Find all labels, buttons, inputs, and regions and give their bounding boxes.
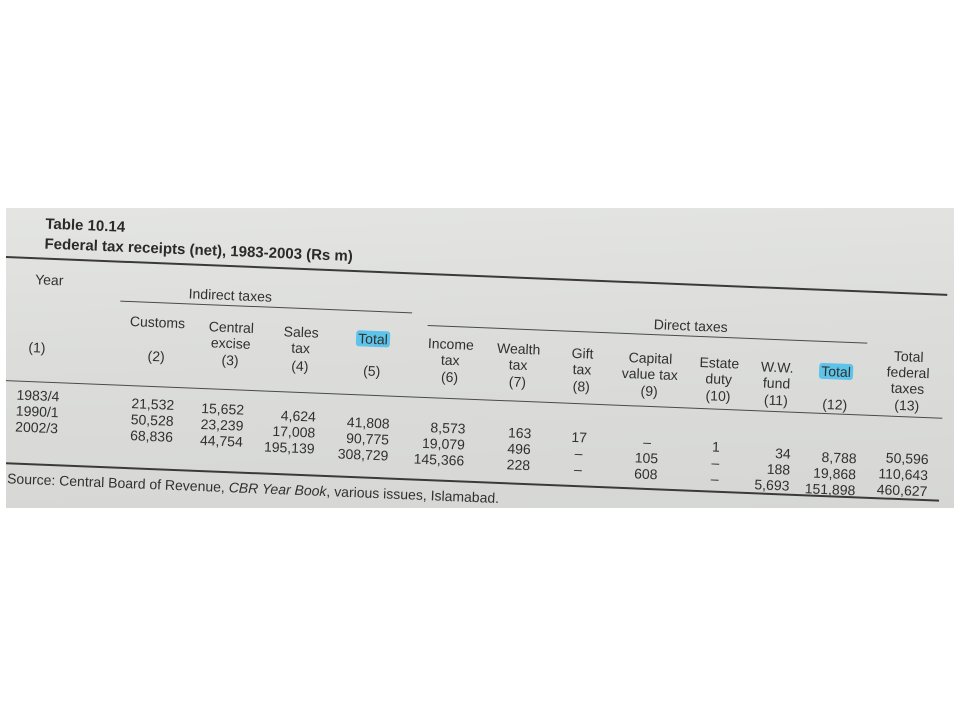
source-note xyxy=(7,470,500,506)
col-num-3: (3) xyxy=(221,351,239,369)
col-ww-label1: W.W. xyxy=(760,358,794,376)
table-cell: 34 xyxy=(774,445,792,462)
table-number: Table 10.14 xyxy=(45,215,126,236)
col-num-10: (10) xyxy=(705,387,731,405)
highlight-total-indirect: Total xyxy=(357,330,389,348)
table-cell: 496 xyxy=(507,440,532,458)
table-sheet xyxy=(6,208,953,508)
col-wealth-label1: Wealth xyxy=(496,339,541,358)
table-cell: 163 xyxy=(507,424,532,442)
table-cell: – xyxy=(642,433,652,451)
col-capital-label1: Capital xyxy=(628,349,673,367)
table-cell: 19,868 xyxy=(812,464,857,483)
table-cell: 151,898 xyxy=(804,480,856,499)
table-cell: 19,079 xyxy=(421,434,466,453)
source-italic: CBR Year Book xyxy=(228,479,327,500)
col-federal-label2: federal xyxy=(886,363,930,382)
col-estate-label1: Estate xyxy=(699,353,740,372)
table-cell: 228 xyxy=(506,456,531,474)
table-cell: 308,729 xyxy=(337,445,389,464)
top-rule xyxy=(6,256,947,295)
col-capital-label2: value tax xyxy=(621,364,679,384)
table-cell: – xyxy=(574,445,583,462)
col-central-label2: excise xyxy=(210,334,251,352)
col-num-5: (5) xyxy=(362,362,381,380)
col-central-label1: Central xyxy=(208,318,255,337)
table-cell: 50,596 xyxy=(885,449,929,468)
col-direct-total-label xyxy=(808,362,865,380)
col-ww-label2: fund xyxy=(762,374,791,392)
col-num-4: (4) xyxy=(291,357,309,375)
col-num-8: (8) xyxy=(572,377,591,395)
table-cell: 110,643 xyxy=(878,465,929,484)
table-cell: – xyxy=(711,454,720,471)
table-cell: 44,754 xyxy=(199,431,244,450)
col-federal-label3: taxes xyxy=(890,379,925,397)
indirect-taxes-header: Indirect taxes xyxy=(188,285,273,305)
row-year: 2002/3 xyxy=(14,418,59,437)
col-num-2: (2) xyxy=(147,347,166,365)
col-sales-label1: Sales xyxy=(283,323,320,341)
table-cell: 1 xyxy=(711,438,721,455)
col-num-9: (9) xyxy=(640,382,659,400)
table-cell: 17,008 xyxy=(272,422,316,441)
col-sales-label2: tax xyxy=(290,339,311,357)
table-cell: – xyxy=(573,461,583,478)
table-cell: 5,693 xyxy=(754,476,790,494)
row-year: 1983/4 xyxy=(16,386,60,405)
col-income-label1: Income xyxy=(427,335,475,353)
table-cell: 460,627 xyxy=(876,481,928,500)
table-cell: 145,366 xyxy=(413,450,465,469)
table-cell: 21,532 xyxy=(131,395,175,413)
table-cell: 50,528 xyxy=(130,411,174,429)
col-num-7: (7) xyxy=(508,373,527,391)
col-gift-label2: tax xyxy=(572,360,592,378)
table-cell: 68,836 xyxy=(129,427,174,445)
col-federal-label1: Total xyxy=(893,347,924,365)
col-estate-label2: duty xyxy=(705,370,733,388)
col-gift-label1: Gift xyxy=(571,344,594,362)
table-title: Federal tax receipts (net), 1983-2003 (Rs m) xyxy=(44,235,354,265)
book-page-photo xyxy=(6,208,954,508)
col-customs-label: Customs xyxy=(129,313,186,332)
year-header: Year xyxy=(34,271,64,289)
table-cell: 15,652 xyxy=(200,400,245,418)
table-cell: 17 xyxy=(571,428,588,446)
table-cell: 8,573 xyxy=(430,419,466,437)
col-num-11: (11) xyxy=(763,391,789,409)
table-cell: 90,775 xyxy=(345,429,390,448)
row-year: 1990/1 xyxy=(15,402,59,421)
col-num-6: (6) xyxy=(440,368,459,386)
table-cell: 608 xyxy=(633,465,658,483)
table-cell: 41,808 xyxy=(346,413,390,432)
highlight-total-direct: Total xyxy=(821,362,852,381)
table-cell: – xyxy=(710,470,719,487)
table-cell: 8,788 xyxy=(821,448,857,467)
col-year-num: (1) xyxy=(28,339,46,356)
col-wealth-label2: tax xyxy=(508,356,528,374)
col-indirect-total-label xyxy=(345,330,402,348)
direct-taxes-header: Direct taxes xyxy=(653,316,729,336)
source-prefix: Source: Central Board of Revenue, xyxy=(6,470,230,496)
col-income-label2: tax xyxy=(440,351,460,369)
table-cell: 23,239 xyxy=(200,415,244,434)
source-suffix: , various issues, Islamabad. xyxy=(326,483,500,507)
col-num-12: (12) xyxy=(822,395,848,413)
table-cell: 188 xyxy=(766,460,791,478)
table-cell: 105 xyxy=(634,449,659,467)
table-cell: 4,624 xyxy=(280,407,317,425)
col-num-13: (13) xyxy=(894,396,920,414)
table-cell: 195,139 xyxy=(263,438,315,457)
